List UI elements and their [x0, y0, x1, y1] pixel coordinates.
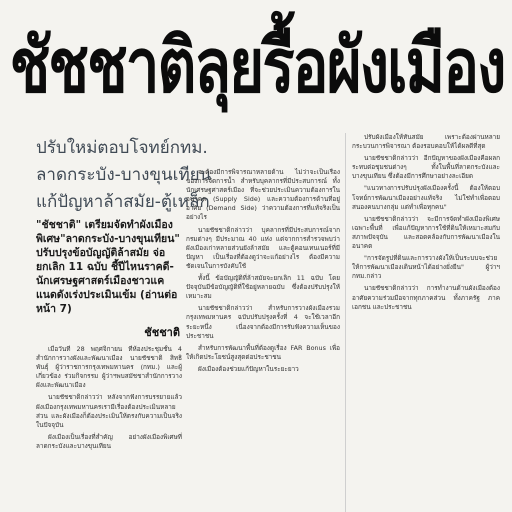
paragraph: นายชัชชาติกล่าวว่า จะมีการจัดทำผังเมืองพิเศษเฉพาะพื้นที่ เพื่อแก้ปัญหาการใช้ที่ดินให้เหมาะสมกับสภาพปัจจุบัน และสอดคล้องกับการพัฒนาเมืองในอนาคต — [352, 214, 500, 251]
paragraph: ผังเมืองเป็นเรื่องที่สำคัญ อย่างผังเมืองพิเศษที่ลาดกระบังและบางขุนเทียน — [36, 432, 182, 450]
paragraph: จะต้องมีการพิจารณาหลายด้าน ไม่ว่าจะเป็นเรื่องของการจัดการน้ำ สำหรับบุคลากรที่มีประสบการณ์ ทั้งนักเศรษฐศาสตร์เมือง ที่จะช่วยประเมินความต้องการในอนาคต (Supply Side) และความต้องการด้านที่อยู่อาศัย (Demand Side) ว่าความต้องการที่แท้จริงเป็นอย่างไร — [186, 168, 340, 222]
body-column-3 — [352, 133, 500, 512]
paragraph: นายชัชชาติกล่าวว่า สำหรับการวางผังเมืองรวมกรุงเทพมหานคร ฉบับปรับปรุงครั้งที่ 4 จะใช้เวลาอีกระยะหนึ่ง เนื่องจากต้องมีการรับฟังความเห็นของประชาชน — [186, 304, 340, 340]
subhead-3: แก้ปัญหาล้าสมัย-ตู้เหล็ก — [36, 192, 210, 212]
lead-paragraph — [36, 218, 184, 316]
paragraph: "แนวทางการปรับปรุงผังเมืองครั้งนี้ ต้องให้ตอบโจทย์การพัฒนาเมืองอย่างแท้จริง ไม่ใช่ทำเพื่อตอบสนองคนบางกลุ่ม แต่ทำเพื่อทุกคน" — [352, 184, 500, 211]
paragraph: นายชัชชาติกล่าวว่า บุคลากรที่มีประสบการณ์จากกรมต่างๆ มีประมาณ 40 แห่ง แต่จากการสำรวจพบว่าผังเมืองเก่าหลายส่วนยังล้าสมัย และตู้คอนเทนเนอร์ที่มีปัญหา เป็นเรื่องที่ต้องดูว่าจะแก้อย่างไร ต้องมีความชัดเจนในการบังคับใช้ — [186, 225, 340, 270]
paragraph: สำหรับการพัฒนาพื้นที่ต้องดูเรื่อง FAR Bonus เพื่อให้เกิดประโยชน์สูงสุดต่อประชาชน — [186, 343, 340, 361]
paragraph: ปรับผังเมืองให้ทันสมัย เพราะต้องผ่านหลายกระบวนการพิจารณา ต้องรอบคอบให้ได้ผลดีที่สุด — [352, 133, 500, 151]
paragraph: นายชัชชาติกล่าวว่า หลังจากฟังการบรรยายแล้ว ผังเมืองกรุงเทพมหานครเรามีเรื่องต้องประเมินหลายส่วน และผังเมืองก็ต้องประเมินให้ตรงกับความเป็นจริงในปัจจุบัน — [36, 393, 182, 429]
continued-note: (อ่านต่อหน้า 7) — [36, 289, 178, 315]
subhead-2: ลาดกระบัง-บางขุนเทียน — [36, 165, 212, 185]
paragraph: ทั้งนี้ ข้อบัญญัติที่ล้าสมัยจะยกเลิก 11 ฉบับ โดยปัจจุบันมีข้อบัญญัติที่ใช้อยู่หลายฉบับ ซึ่งต้องปรับปรุงให้เหมาะสม — [186, 274, 340, 301]
paragraph: "การจัดรูปที่ดินและการวางผังให้เป็นระบบจะช่วยให้การพัฒนาเมืองเดินหน้าได้อย่างยั่งยืน" ผู้ว่าฯ กทม.กล่าว — [352, 254, 500, 281]
paragraph: นายชัชชาติกล่าวว่า การทำงานด้านผังเมืองต้องอาศัยความร่วมมือจากทุกภาคส่วน ทั้งภาครัฐ ภาคเอกชน และประชาชน — [352, 284, 500, 311]
subhead-1: ปรับใหม่ตอบโจทย์กทม. — [36, 138, 208, 158]
lead-text: "ชัชชาติ" เตรียมจัดทำผังเมืองพิเศษ"ลาดกระบัง-บางขุนเทียน" ปรับปรุงข้อบัญญัติล้าสมัย จ่อยกเลิก 11 ฉบับ ชี้ปีไหนราคดี-นักเศรษฐศาสตร์เมืองชาวแคแนดดังเร่งประเมินเข้ม — [36, 219, 180, 301]
column-divider — [345, 133, 346, 512]
paragraph: ผังเมืองต้องช่วยแก้ปัญหาในระยะยาว — [198, 364, 299, 373]
body-column-1 — [36, 345, 182, 512]
paragraph: เมื่อวันที่ 28 พฤศจิกายน ที่ห้องประชุมชั้น 4 สำนักการวางผังและพัฒนาเมือง นายชัชชาติ สิทธิพันธุ์ ผู้ว่าราชการกรุงเทพมหานคร (กทม.) และผู้เกี่ยวข้อง ร่วมกิจกรรม ผู้ว่าฯพบสมัชชาสำนักการวางผังและพัฒนาเมือง — [36, 345, 182, 390]
byline: ชัชชาติ — [144, 326, 180, 339]
headline: ชัชชาติลุยรื้อผังเมือง — [9, 21, 505, 110]
body-column-2 — [186, 168, 340, 512]
paragraph: นายชัชชาติกล่าวว่า อีกปัญหาของผังเมืองคือผลกระทบต่อชุมชนต่างๆ ทั้งในพื้นที่ลาดกระบังและบางขุนเทียน ซึ่งต้องมีการศึกษาอย่างละเอียด — [352, 154, 500, 181]
